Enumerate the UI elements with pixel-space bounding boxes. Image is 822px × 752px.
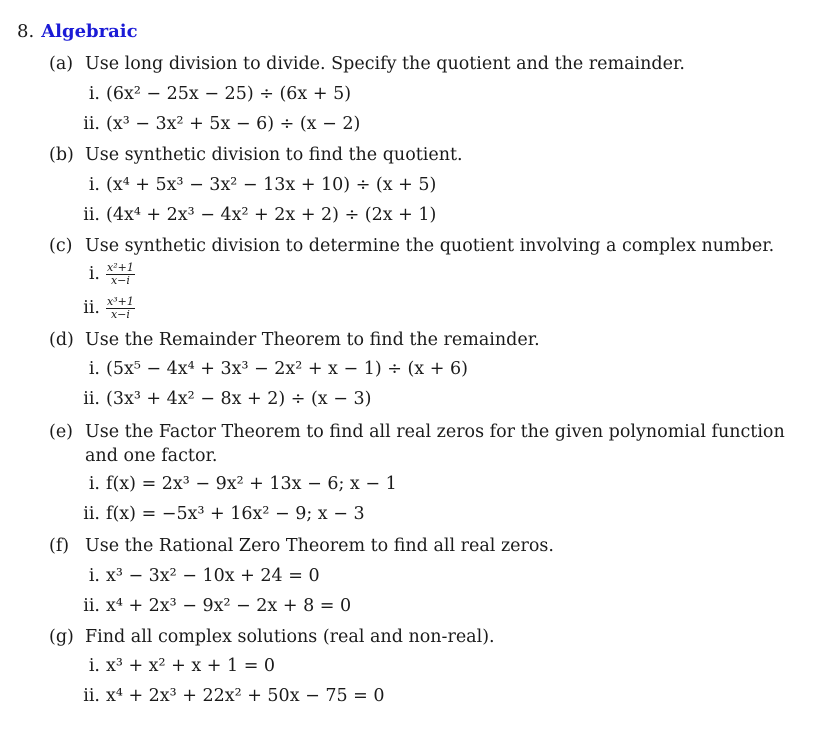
- item-a-ii: [70, 112, 360, 136]
- math-expression: x⁴ + 2x³ − 9x² − 2x + 8 = 0: [106, 596, 352, 616]
- math-expression: (3x³ + 4x² − 8x + 2) ÷ (x − 3): [106, 389, 372, 409]
- item-b-i: [70, 173, 436, 197]
- item-label: ii.: [83, 504, 100, 524]
- item-label: ii.: [83, 114, 100, 134]
- item-g-i: [70, 654, 275, 678]
- math-expression: (x³ − 3x² + 5x − 6) ÷ (x − 2): [106, 114, 361, 134]
- part-e-heading: [49, 420, 799, 468]
- item-b-ii: [70, 203, 436, 227]
- part-g-heading: [49, 625, 799, 649]
- math-expression: (6x² − 25x − 25) ÷ (6x + 5): [106, 84, 352, 104]
- item-label: i.: [88, 656, 100, 676]
- item-f-ii: [70, 594, 351, 618]
- part-instruction: Use the Factor Theorem to find all real zeros for the given polynomial function and one factor.: [85, 422, 785, 466]
- item-label: ii.: [83, 205, 100, 225]
- item-label: ii.: [83, 298, 100, 318]
- item-a-i: [70, 82, 351, 106]
- part-instruction: Use the Rational Zero Theorem to find all real zeros.: [85, 536, 554, 556]
- part-instruction: Find all complex solutions (real and non-real).: [85, 627, 495, 647]
- math-expression: f(x) = 2x³ − 9x² + 13x − 6; x − 1: [106, 474, 397, 494]
- math-expression: (5x⁵ − 4x⁴ + 3x³ − 2x² + x − 1) ÷ (x + 6): [106, 359, 468, 379]
- denominator: x−i: [110, 308, 130, 321]
- part-instruction: Use long division to divide. Specify the quotient and the remainder.: [85, 54, 685, 74]
- part-label: (c): [49, 236, 73, 256]
- section-number: 8.: [17, 21, 35, 42]
- part-b-heading: [49, 143, 799, 167]
- math-expression: x³ + x² + x + 1 = 0: [106, 656, 276, 676]
- math-expression: (4x⁴ + 2x³ − 4x² + 2x + 2) ÷ (2x + 1): [106, 205, 437, 225]
- part-c-heading: [49, 234, 799, 258]
- part-label: (d): [49, 330, 74, 350]
- item-label: ii.: [83, 389, 100, 409]
- part-label: (e): [49, 422, 74, 442]
- section-title: Algebraic: [41, 21, 138, 42]
- item-label: ii.: [83, 686, 100, 706]
- math-expression: x³ − 3x² − 10x + 24 = 0: [106, 566, 320, 586]
- part-instruction: Use synthetic division to determine the quotient involving a complex number.: [85, 236, 775, 256]
- item-d-ii: [70, 387, 371, 411]
- item-label: i.: [88, 84, 100, 104]
- fraction: [106, 296, 135, 321]
- item-d-i: [70, 357, 468, 381]
- part-label: (f): [49, 536, 70, 556]
- item-c-i: [70, 262, 135, 287]
- item-label: i.: [88, 264, 100, 284]
- part-label: (g): [49, 627, 74, 647]
- part-a-heading: [49, 52, 799, 76]
- denominator: x−i: [110, 274, 130, 287]
- item-f-i: [70, 564, 320, 588]
- item-label: ii.: [83, 596, 100, 616]
- section-heading: [17, 19, 138, 45]
- item-label: i.: [88, 474, 100, 494]
- part-d-heading: [49, 328, 799, 352]
- math-expression: x⁴ + 2x³ + 22x² + 50x − 75 = 0: [106, 686, 385, 706]
- fraction: [106, 262, 135, 287]
- numerator: x²+1: [107, 261, 134, 274]
- part-instruction: Use synthetic division to find the quotient.: [85, 145, 463, 165]
- item-label: i.: [88, 359, 100, 379]
- item-label: i.: [88, 566, 100, 586]
- item-e-ii: [70, 502, 365, 526]
- part-f-heading: [49, 534, 799, 558]
- item-c-ii: [70, 296, 135, 321]
- item-label: i.: [88, 175, 100, 195]
- math-expression: (x⁴ + 5x³ − 3x² − 13x + 10) ÷ (x + 5): [106, 175, 437, 195]
- part-label: (b): [49, 145, 74, 165]
- part-label: (a): [49, 54, 74, 74]
- item-e-i: [70, 472, 397, 496]
- math-expression: f(x) = −5x³ + 16x² − 9; x − 3: [106, 504, 365, 524]
- item-g-ii: [70, 684, 385, 708]
- part-instruction: Use the Remainder Theorem to find the remainder.: [85, 330, 540, 350]
- numerator: x³+1: [107, 295, 134, 308]
